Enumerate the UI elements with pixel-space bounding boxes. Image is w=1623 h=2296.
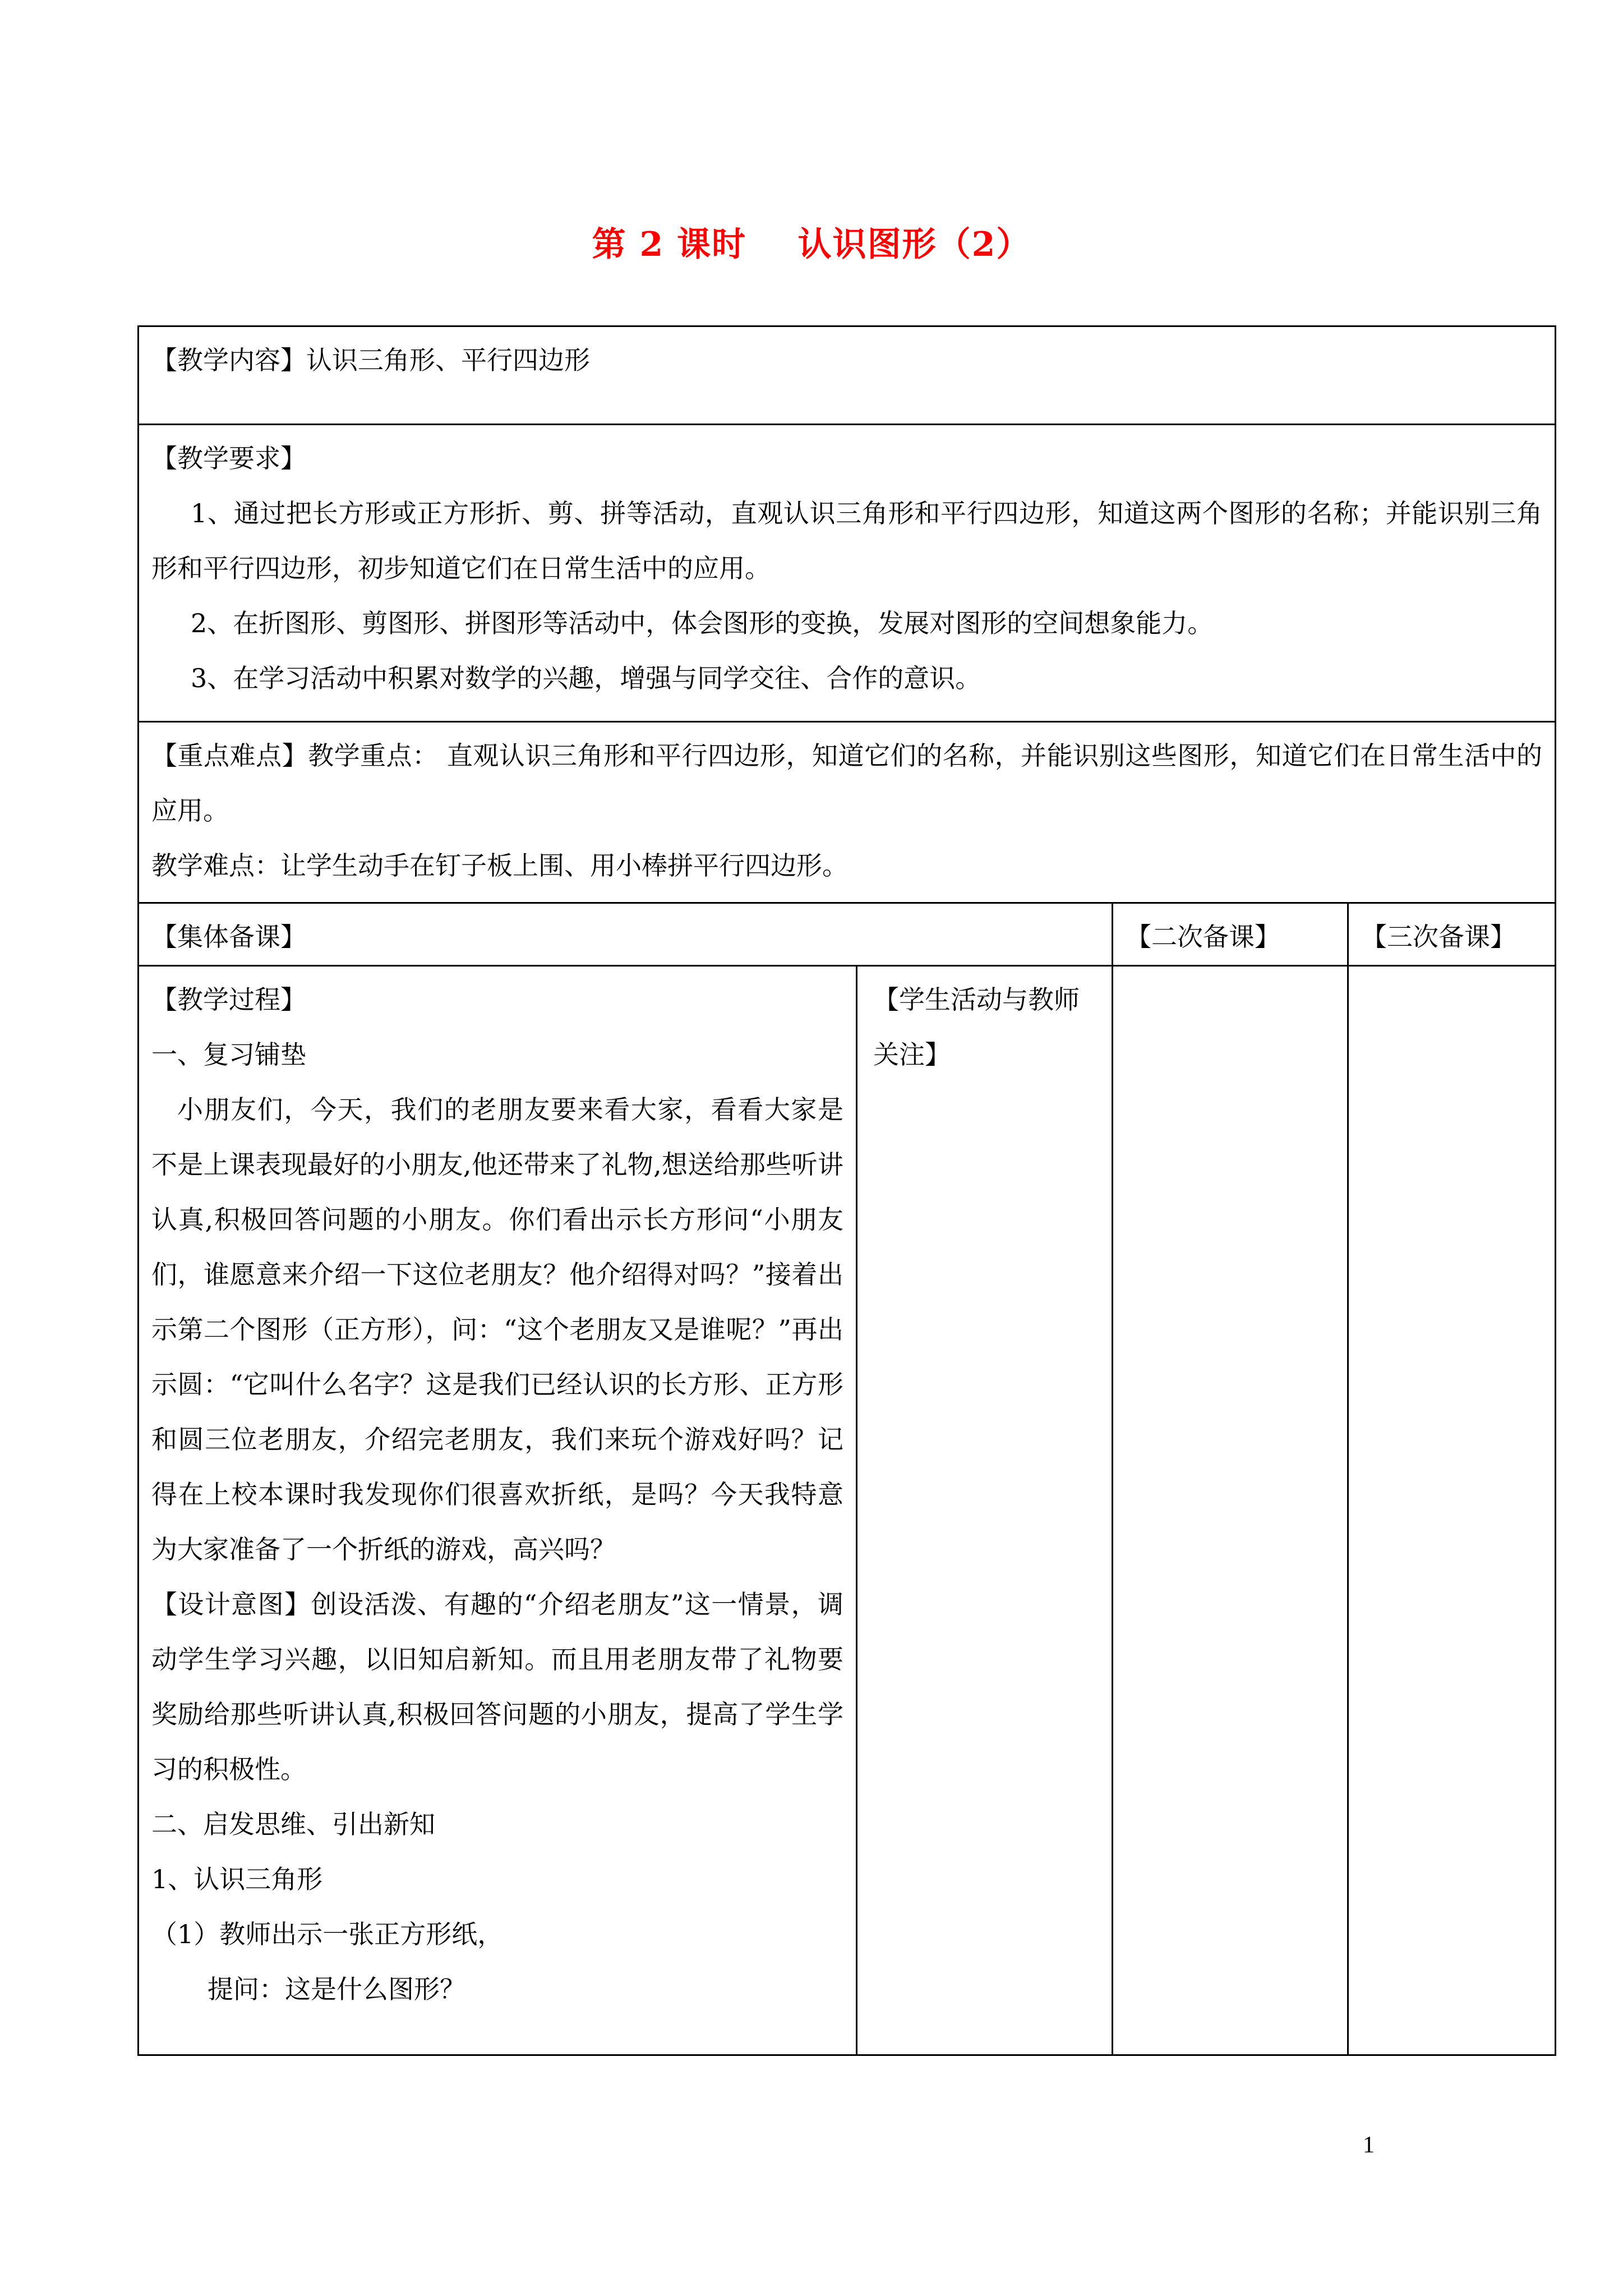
review-paragraph: 小朋友们，今天，我们的老朋友要来看大家，看看大家是不是上课表现最好的小朋友,他还带来了礼物,想送给那些听讲认真,积极回答问题的小朋友。你们看出示长方形问“小朋友们，谁愿意来介绍一下这位老朋友？他介绍得对吗？”接着出示第二个图形（正方形），问：“这个老朋友又是谁呢？”再出示圆：“它叫什么名字？这是我们已经认识的长方形、正方形和圆三位老朋友，介绍完老朋友，我们来玩个游戏好吗？记得在上校本课时我发现你们很喜欢折纸，是吗？今天我特意为大家准备了一个折纸的游戏，高兴吗？ xyxy=(151,1094,843,1565)
student-activity-label: 【学生活动与教师关注】 xyxy=(873,984,1080,1070)
requirements-cell xyxy=(139,425,1555,706)
key-points-row xyxy=(139,721,1555,902)
prep-header-row xyxy=(139,902,1555,965)
lesson-plan-table xyxy=(137,325,1556,2056)
requirement-item: 1、通过把长方形或正方形折、剪、拼等活动，直观认识三角形和平行四边形，知道这两个图形的名称；并能识别三角形和平行四边形，初步知道它们在日常生活中的应用。 xyxy=(151,498,1542,583)
page-number: 1 xyxy=(1363,2132,1375,2158)
teaching-process-content xyxy=(139,967,856,2017)
third-prep-header xyxy=(1347,904,1555,965)
difficulty-text: 教学难点：让学生动手在钉子板上围、用小棒拼平行四边形。 xyxy=(151,850,848,881)
key-points-text: 【重点难点】教学重点： 直观认识三角形和平行四边形，知道它们的名称，并能识别这些图形，知道它们在日常生活中的应用。 xyxy=(151,740,1542,826)
teaching-content-row xyxy=(139,327,1555,424)
second-prep-label: 【二次备课】 xyxy=(1126,922,1280,952)
section-heading: 一、复习铺垫 xyxy=(151,1039,306,1070)
teaching-requirements-row xyxy=(139,424,1555,721)
key-points-cell xyxy=(139,723,1555,893)
teaching-content-text: 【教学内容】认识三角形、平行四边形 xyxy=(151,345,590,375)
section-heading: 二、启发思维、引出新知 xyxy=(151,1809,435,1839)
collective-prep-header xyxy=(139,904,1112,965)
teaching-process-cell xyxy=(139,967,856,2054)
process-heading: 【教学过程】 xyxy=(151,984,306,1015)
question-text: 提问：这是什么图形？ xyxy=(208,1974,465,2004)
process-row xyxy=(139,965,1555,2054)
collective-prep-label: 【集体备课】 xyxy=(151,922,306,952)
second-prep-cell xyxy=(1112,967,1347,2054)
design-intent-paragraph: 【设计意图】创设活泼、有趣的“介绍老朋友”这一情景，调动学生学习兴趣，以旧知启新知。而且用老朋友带了礼物要奖励给那些听讲认真,积极回答问题的小朋友，提高了学生学习的积极性。 xyxy=(151,1589,843,1784)
student-activity-cell xyxy=(856,967,1112,2054)
second-prep-header xyxy=(1112,904,1347,965)
subsection-heading: 1、认识三角形 xyxy=(151,1864,323,1894)
third-prep-cell xyxy=(1347,967,1555,2054)
page-title: 第 2 课时 认识图形（2） xyxy=(592,225,1031,264)
step-text: （1）教师出示一张正方形纸， xyxy=(151,1919,504,1949)
requirements-heading: 【教学要求】 xyxy=(151,443,306,473)
requirement-item: 3、在学习活动中积累对数学的兴趣，增强与同学交往、合作的意识。 xyxy=(191,663,981,693)
requirement-item: 2、在折图形、剪图形、拼图形等活动中，体会图形的变换，发展对图形的空间想象能力。 xyxy=(191,608,1214,638)
third-prep-label: 【三次备课】 xyxy=(1361,922,1516,952)
